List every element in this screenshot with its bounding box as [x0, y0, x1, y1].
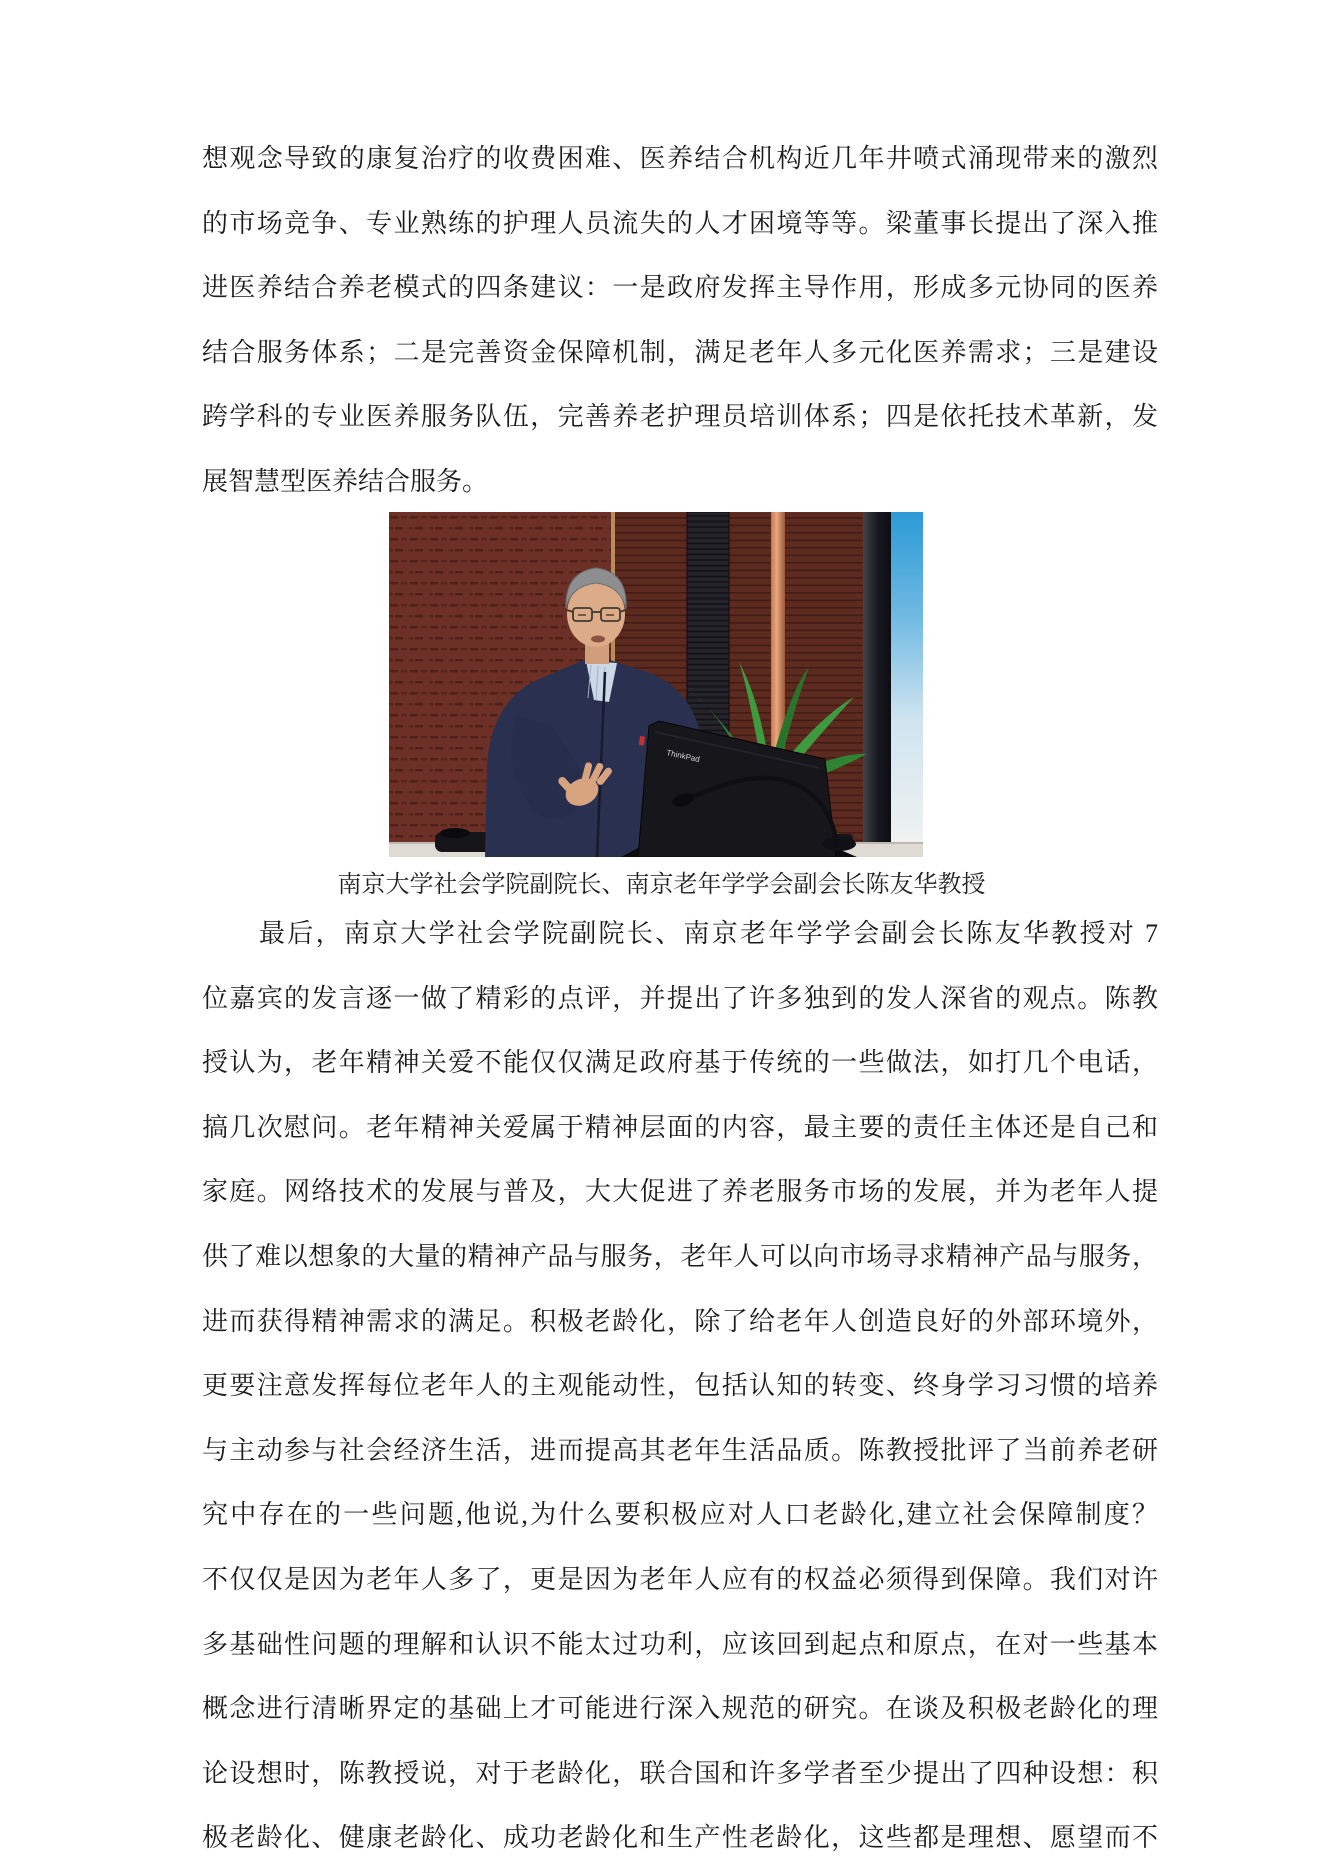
text-line: 论设想时，陈教授说，对于老龄化，联合国和许多学者至少提出了四种设想：积 [202, 1758, 1158, 1788]
text-line: 究中存在的一些问题,他说,为什么要积极应对人口老龄化,建立社会保障制度？ [202, 1500, 1158, 1530]
text-line: 多基础性问题的理解和认识不能太过功利，应该回到起点和原点，在对一些基本 [202, 1629, 1158, 1659]
text-line: 供了难以想象的大量的精神产品与服务，老年人可以向市场寻求精神产品与服务， [202, 1241, 1158, 1271]
text-line: 跨学科的专业医养服务队伍，完善养老护理员培训体系；四是依托技术革新，发 [202, 402, 1158, 432]
thinkpad-logo-text: ThinkPad [665, 748, 701, 764]
speaker-photo-illustration [389, 512, 923, 857]
text-line: 极老龄化、健康老龄化、成功老龄化和生产性老龄化，这些都是理想、愿望而不 [202, 1823, 1158, 1853]
text-line: 进医养结合养老模式的四条建议：一是政府发挥主导作用，形成多元协同的医养 [202, 273, 1158, 303]
text-line: 不仅仅是因为老年人多了，更是因为老年人应有的权益必须得到保障。我们对许 [202, 1564, 1158, 1594]
mouth [591, 636, 605, 643]
text-line: 概念进行清晰界定的基础上才可能进行深入规范的研究。在谈及积极老龄化的理 [202, 1694, 1158, 1724]
text-line: 进而获得精神需求的满足。积极老龄化，除了给老年人创造良好的外部环境外， [202, 1306, 1158, 1336]
text-line: 想观念导致的康复治疗的收费困难、医养结合机构近几年井喷式涌现带来的激烈 [202, 144, 1158, 173]
text-line: 最后，南京大学社会学院副院长、南京老年学学会副会长陈友华教授对 7 [259, 919, 1158, 948]
text-line: 位嘉宾的发言逐一做了精彩的点评，并提出了许多独到的发人深省的观点。陈教 [202, 983, 1158, 1013]
speaker-photo [389, 512, 923, 857]
text-line: 结合服务体系；二是完善资金保障机制，满足老年人多元化医养需求；三是建设 [202, 337, 1158, 367]
text-line: 家庭。网络技术的发展与普及，大大促进了养老服务市场的发展，并为老年人提 [202, 1177, 1158, 1207]
text-line: 授认为，老年精神关爱不能仅仅满足政府基于传统的一些做法，如打几个电话， [202, 1048, 1158, 1078]
projection-screen [863, 512, 923, 857]
text-line: 的市场竞争、专业熟练的护理人员流失的人才困境等等。梁董事长提出了深入推 [202, 208, 1158, 238]
text-line: 展智慧型医养结合服务。 [202, 466, 489, 496]
text-line: 与主动参与社会经济生活，进而提高其老年生活品质。陈教授批评了当前养老研 [202, 1435, 1158, 1465]
text-line: 更要注意发挥每位老年人的主观能动性，包括认知的转变、终身学习习惯的培养 [202, 1371, 1158, 1401]
paragraph-1 [202, 127, 1158, 515]
paragraph-2 [202, 902, 1158, 1871]
text-line: 搞几次慰问。老年精神关爱属于精神层面的内容，最主要的责任主体还是自己和 [202, 1112, 1158, 1142]
photo-caption: 南京大学社会学院副院长、南京老年学学会副会长陈友华教授 [337, 872, 986, 898]
